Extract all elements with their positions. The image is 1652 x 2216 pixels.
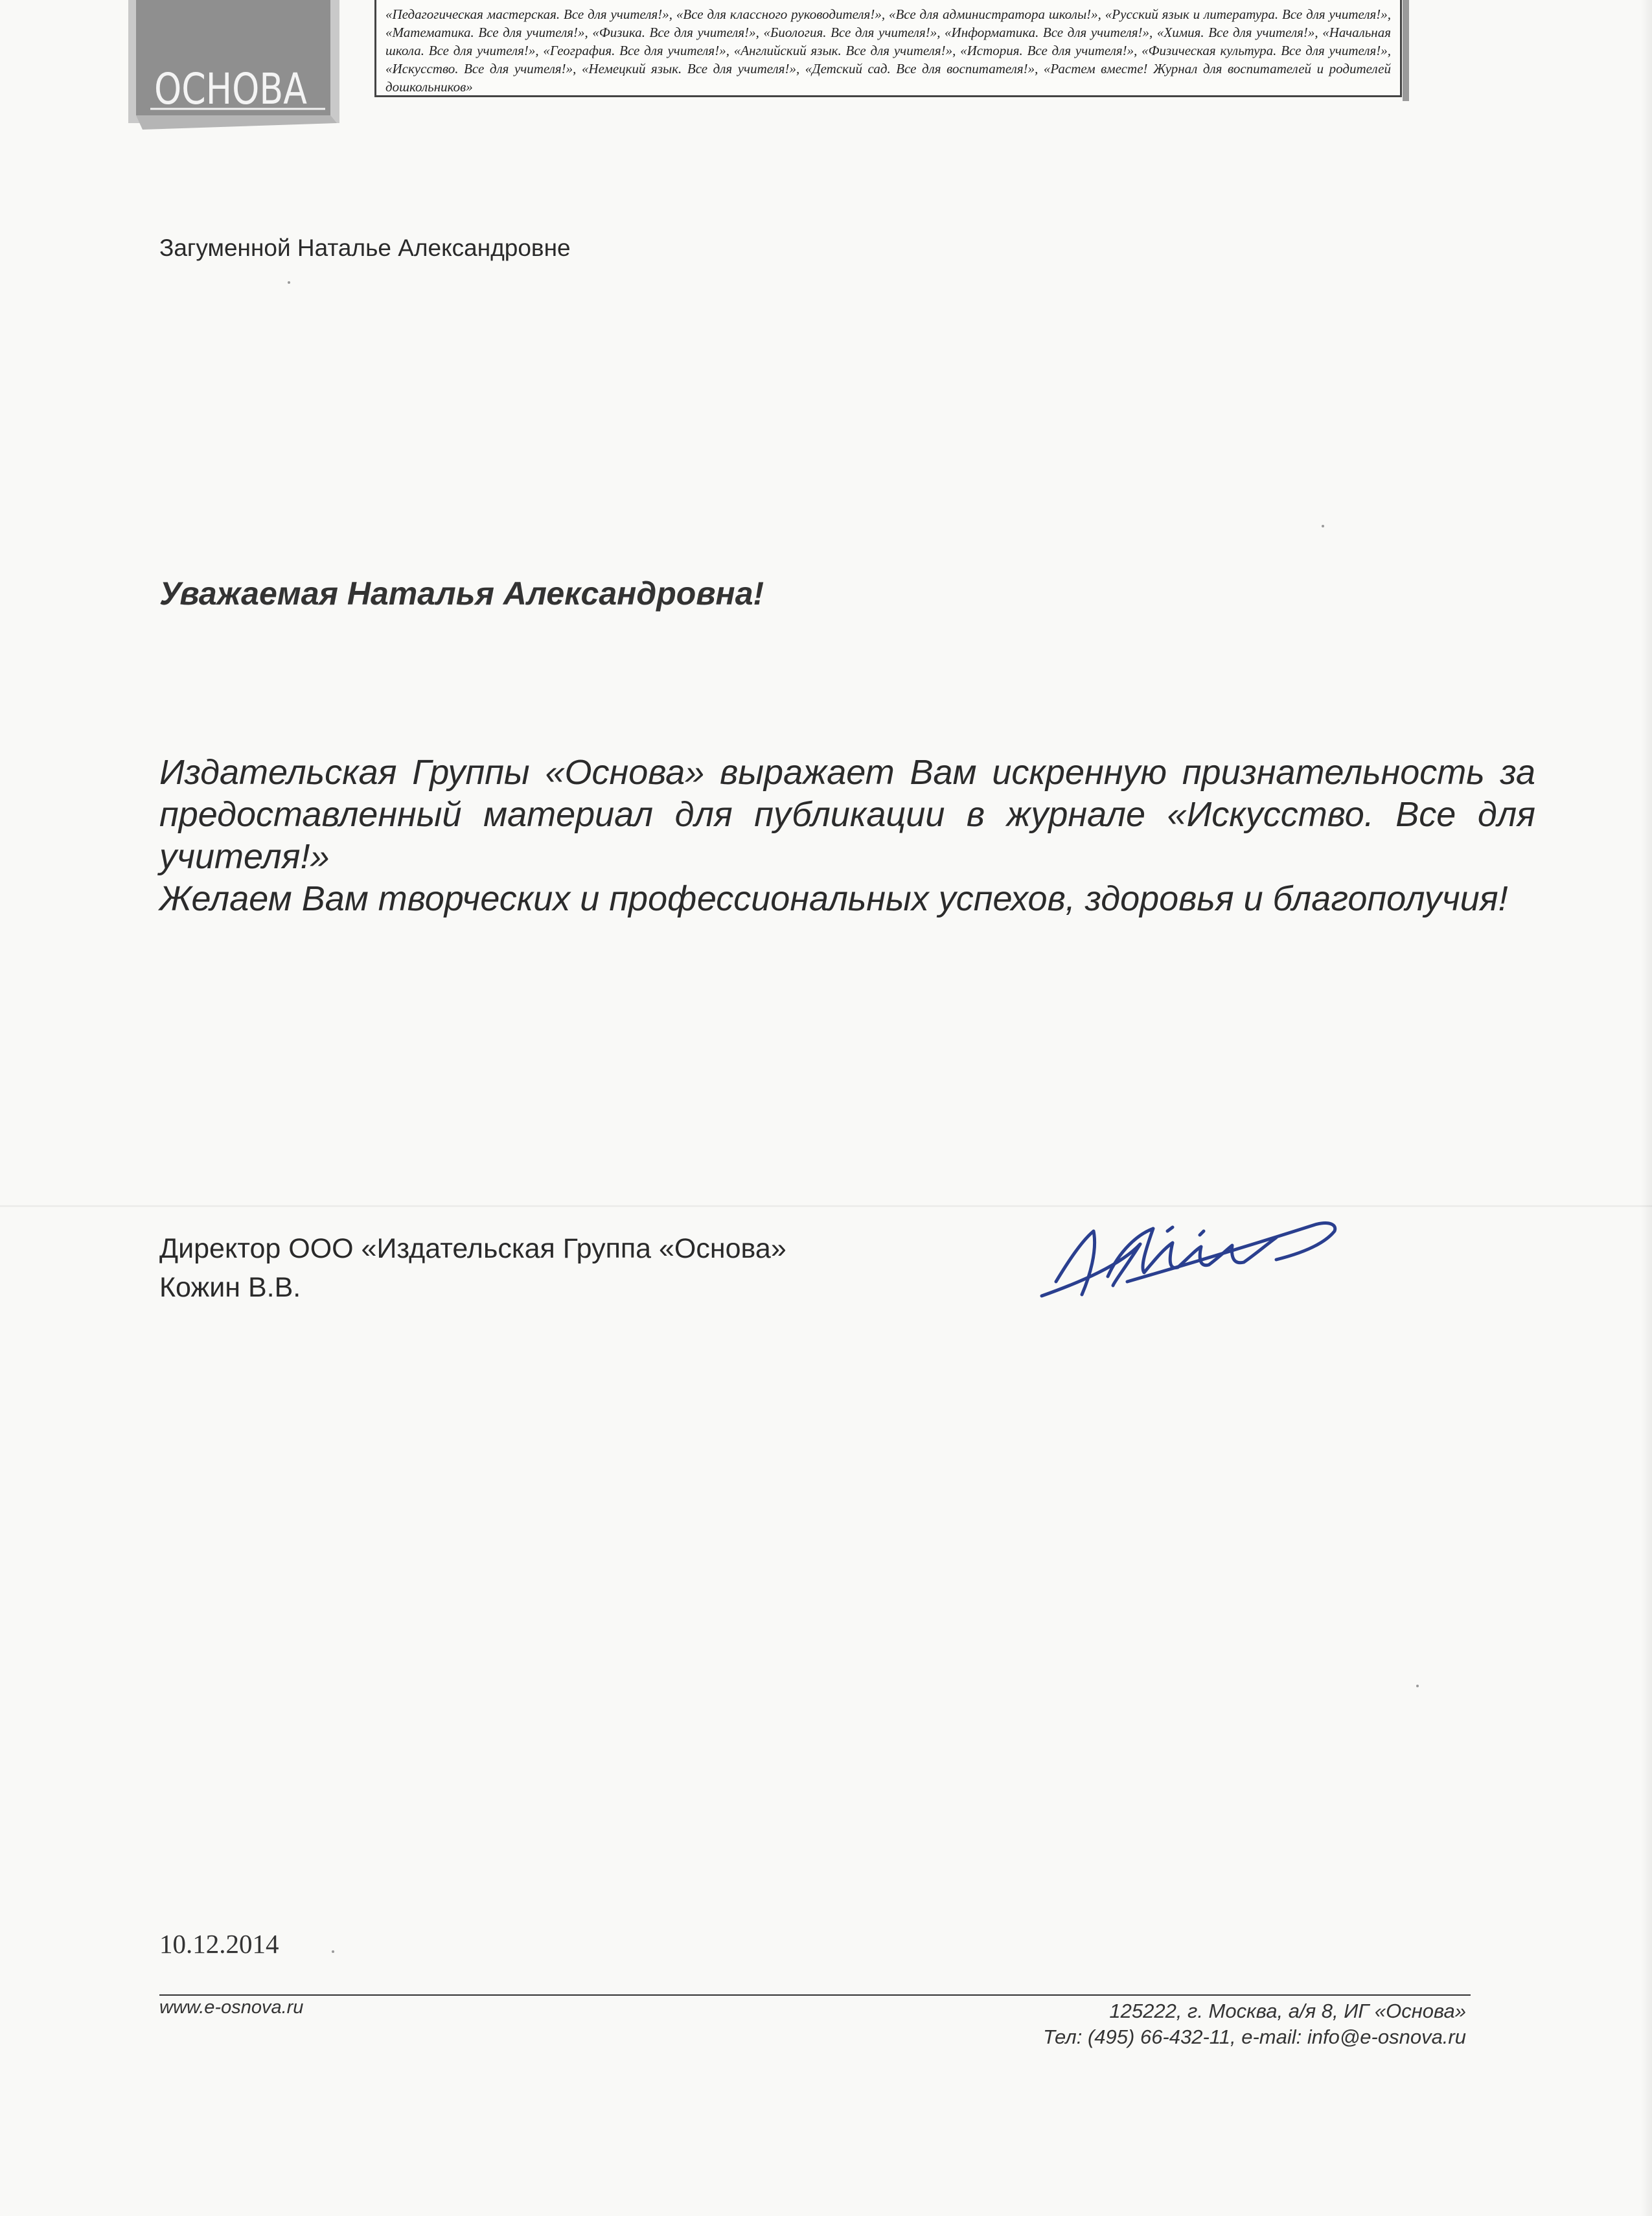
footer-address: 125222, г. Москва, а/я 8, ИГ «Основа» (1109, 2000, 1466, 2022)
signer-title: Директор ООО «Издательская Группа «Основа» (159, 1233, 786, 1264)
journals-list-box (374, 0, 1402, 97)
footer-contact-block (1043, 1998, 1466, 2050)
footer-divider (159, 1994, 1471, 1996)
journals-list-text: «Педагогическая мастерская. Все для учителя!», «Все для классного руководителя!», «Все для администратора школы!», «Русский язык и литература. Все для учителя!», «Математика. Все для учителя!», «Физика. Все для учителя!», «Биология. Все для учителя!», «Информатика. Все для учителя!», «Химия. Все для учителя!», «Начальная школа. Все для учителя!», «География. Все для учителя!», «Английский язык. Все для учителя!», «История. Все для учителя!», «Физическая культура. Все для учителя!», «Искусство. Все для учителя!», «Немецкий язык. Все для учителя!», «Детский сад. Все для воспитателя!», «Растем вместе! Журнал для воспитателей и родителей дошкольников» (385, 6, 1391, 95)
signature-block (159, 1229, 786, 1307)
osnova-logo (117, 0, 350, 136)
body-paragraph-gratitude: Издательская Группы «Основа» выражает Вам искренную признательность за предоставленный материал для публикации в журнале «Искусство. Все для учителя!» (159, 753, 1535, 876)
letter-body (159, 752, 1535, 920)
letter-date: 10.12.2014 (159, 1929, 279, 1959)
signer-name: Кожин В.В. (159, 1272, 301, 1303)
addressee: Загуменной Наталье Александровне (159, 235, 571, 261)
handwritten-signature (1030, 1205, 1354, 1315)
scan-speck (288, 281, 290, 284)
scan-speck (1322, 525, 1324, 527)
footer-website: www.e-osnova.ru (159, 1997, 304, 2018)
footer-contacts: Тел: (495) 66-432-11, e-mail: info@e-osnova.ru (1043, 2026, 1466, 2048)
scan-speck (1416, 1685, 1419, 1687)
svg-text:ОСНОВА: ОСНОВА (154, 64, 307, 114)
body-paragraph-wishes: Желаем Вам творческих и профессиональных успехов, здоровья и благополучия! (159, 879, 1508, 918)
page-edge-shadow (1640, 0, 1652, 2216)
scan-speck (332, 1950, 334, 1953)
paper-fold (0, 1205, 1652, 1207)
salutation: Уважаемая Наталья Александровна! (159, 575, 764, 612)
